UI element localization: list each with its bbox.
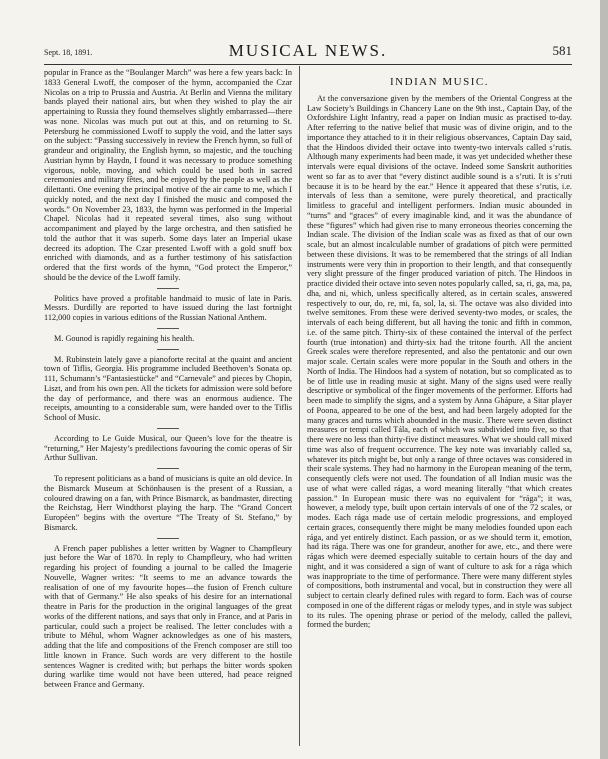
header-rule — [44, 64, 572, 65]
article-separator — [157, 538, 179, 539]
right-column — [307, 68, 572, 748]
article-paragraph: At the conversazione given by the members of the Oriental Congress at the Law Society’s Buildings in Chancery Lane on the 9th inst., Captain Day, of the Oxfordshire Light Infantry, read a paper on Indian music as practised to-day. After referring to the native belief that music was of divine origin, and to the importance they attached to it in their religious observances, Captain Day said, that the Hindoos divided their octave into twenty-two intervals called s’rutis. Although many experiments had been made, it was yet undecided whether these intervals were equal divisions of the octave. Indeed some Sanskrit authorities went so far as to aver that “every distinct audible sound is a s’ruti. It is s’ruti because it is to be heard by the ear.” Hence it appeared that these s’rutis, i.e. intervals of less than a semitone, were purely theoretical, and practically limitless to graceful and intelligent performers. Indian music abounded in “turns” and “graces” of every imaginable kind, and it was the abundance of these “figures” which had given rise to many erroneous theories concerning the Indian scale. The division of the Indian scale was as fixed as that of our own scale, but an almost incalculable number of gradations of pitch were permitted between these divisions. It was to be remembered that the strings of all Indian instruments were very thin in proportion to their length, and that consequently very slight pressure of the finger produced variation of pitch. The Hindoos in practice divided their octave into seven notes popularly called, sa, ri, ga, ma, pa, dha, and ni, which, unless specifically altered, as in certain scales, answered respectively to our, do, re, mi, fa, sol, la, si. The octave was also divided into twelve semitones. From these were derived seventy-two modes, or scales, the intervals of each being different, but all having the tonic and fifth in common, i.e. of the same pitch. Thirty-six of these contained the interval of the perfect fourth (true intonation) and thirty-six had the tritone fourth. All the ancient Greek scales were therefore represented, and also the pentatonic and our own major scale. Certain scales were more popular in the South and others in the North of India. The Hindoos had a system of notation, but so complicated as to be of little use in reading music at sight. Many of the signs used were really descriptive or symbolical of the finger movements of the performer. Efforts had been made to simplify the signs, and a system by Anna Ghápure, a Sitar player of Poona, appeared to be one of the best, and had been largely adopted for the many graces and turns which abounded in the music. There were seven distinct measures or tempi called Tála, each of which was subdivided into five, so that there were no less than thirty-five distinct measures. What we should call mixed time was also of frequent occurrence. The key note was invariably called sa, whatever its pitch might be, but only a range of three octaves was considered in their scale systems. They had no harmony in the European meaning of the term, consequently clefs were not used. The foundation of all Indian music was the use of what were called rágas, a word meaning literally “that which creates passion.” In European music there was no equivalent for “rága”; it was, however, a melody type, built upon certain intervals of one of the 72 scales, or modes. Each rága made use of certain melodic progressions, and employed certain graces, consequently there might be many melodies founded upon each rága, and yet entirely distinct. Each passion, or as we should term it, emotion, had its rága. There was one for grandeur, another for awe, etc., and there were rágas which were deemed especially suitable to certain hours of the day and night, and it was considered a sign of want of culture to ask for a rága which was inappropriate to the time of performance. There were many different styles of compositions, both instrumental and vocal, but in construction they were all subject to certain clearly defined rules with regard to form. Each was of course composed in one of the different rágas or melody types, and in style was subject to its rules. The opening phrase or period of the melody, called the pallevi, formed the burden; — [307, 93, 572, 630]
article-paragraph: popular in France as the “Boulanger March” was here a few years back: In 1833 General Lwoff, the composer of the hymn, accompanied the Czar Nicolas on a trip to Prussia and Austria. At Berlin and Vienna the military bands played their national airs, but when they wished to play the air appertaining to Russia they found themselves slightly embarrassed—there was none. Nicolas was much put out at this, and on returning to St. Petersburg he commissioned Lwoff to supply the void, and the latter says on the subject: “Passing successively in review the French hymn, so full of grandeur and originality, the English hymn, so majestic, and the touching Austrian hymn by Haydn, I found it was necessary to produce something vigorous, noble, moving, and which could be used both in sacred ceremonies and military fêtes, and be enjoyed by the people as well as the dilettanti. One evening the principal motive of the air came to me, which I quickly noted, and the next day I finished the music and composed the words.” On November 23, 1833, the hymn was performed in the Imperial Chapel. Nicolas had it repeated several times, also sung without accompaniment and played by the large orchestra, and then satisfied he told the author that it was superb. Some days later an Imperial ukase decreed its adoption. The Czar presented Lwoff with a gold snuff box enriched with diamonds, and as a further testimony of his satisfaction ordered that the first words of the hymn, “God protect the Emperor,” should be the device of the Lwoff family. — [44, 68, 292, 282]
article-separator — [157, 428, 179, 429]
page-header — [44, 40, 572, 62]
article-separator — [157, 468, 179, 469]
article-heading: INDIAN MUSIC. — [390, 76, 489, 88]
issue-date: Sept. 18, 1891. — [44, 48, 93, 57]
article-separator — [157, 288, 179, 289]
column-divider — [299, 66, 300, 746]
page-number: 581 — [552, 43, 572, 58]
article-paragraph: A French paper publishes a letter written by Wagner to Champfleury just before the War of 1870. In reply to Champfleury, who had written regarding his project of founding a journal to be called the Imagerie Nouvelle, Wagner writes: “It seems to me an advance towards the realisation of one of my favourite hopes—the fusion of French culture with that of Germany.” He also speaks of his desire for an international theatre in Paris for the production in the original languages of the great works of the different nations, and says that only in France, and at Paris in particular, could such a project be realised. The letter concludes with a tribute to Méhul, whom Wagner acknowledges as one of his masters, adding that the life and compositions of the French composer are still too little known in France. Such words are very different to the hostile sentences Wagner is credited with; but perhaps the bitter words spoken during warlike time would not have been uttered, had peace reigned between France and Germany. — [44, 543, 292, 689]
masthead-title: MUSICAL NEWS. — [228, 41, 388, 60]
article-separator — [157, 328, 179, 329]
article-paragraph: M. Gounod is rapidly regaining his health. — [54, 333, 195, 343]
article-paragraph: M. Rubinstein lately gave a pianoforte recital at the quaint and ancient town of Tiflis, Georgia. His programme included Beethoven’s Sonata op. 111, Schumann’s “Fantasiestücke” and “Carnevale” and pieces by Chopin, Liszt, and from his own pen. All the tickets for admission were sold before the day of performance, and there was an enormous audience. The receipts, amounting to a considerable sum, were handed over to the Tiflis School of Music. — [44, 354, 292, 422]
left-column — [44, 68, 292, 748]
article-paragraph: Politics have proved a profitable handmaid to music of late in Paris. Messrs. Durdilly are reported to have issued during the last fortnight 112,000 copies in various editions of the Russian National Anthem. — [44, 293, 292, 322]
article-paragraph: To represent politicians as a band of musicians is quite an old device. In the Bismarck Museum at Schönhausen is the present of a Russian, a coloured drawing on a fan, with Prince Bismarck, as bandmaster, directing the Reichstag, Herr Windthorst playing the harp. The “Grand Concert Européen” begins with the overture “The Treaty of St. Stefano,” by Bismarck. — [44, 474, 292, 532]
article-separator — [157, 349, 179, 350]
binding-edge — [600, 0, 608, 759]
article-paragraph: According to Le Guide Musical, our Queen’s love for the theatre is “returning,” Her Majesty’s predilections favouring the comic operas of Sir Arthur Sullivan. — [44, 433, 292, 463]
